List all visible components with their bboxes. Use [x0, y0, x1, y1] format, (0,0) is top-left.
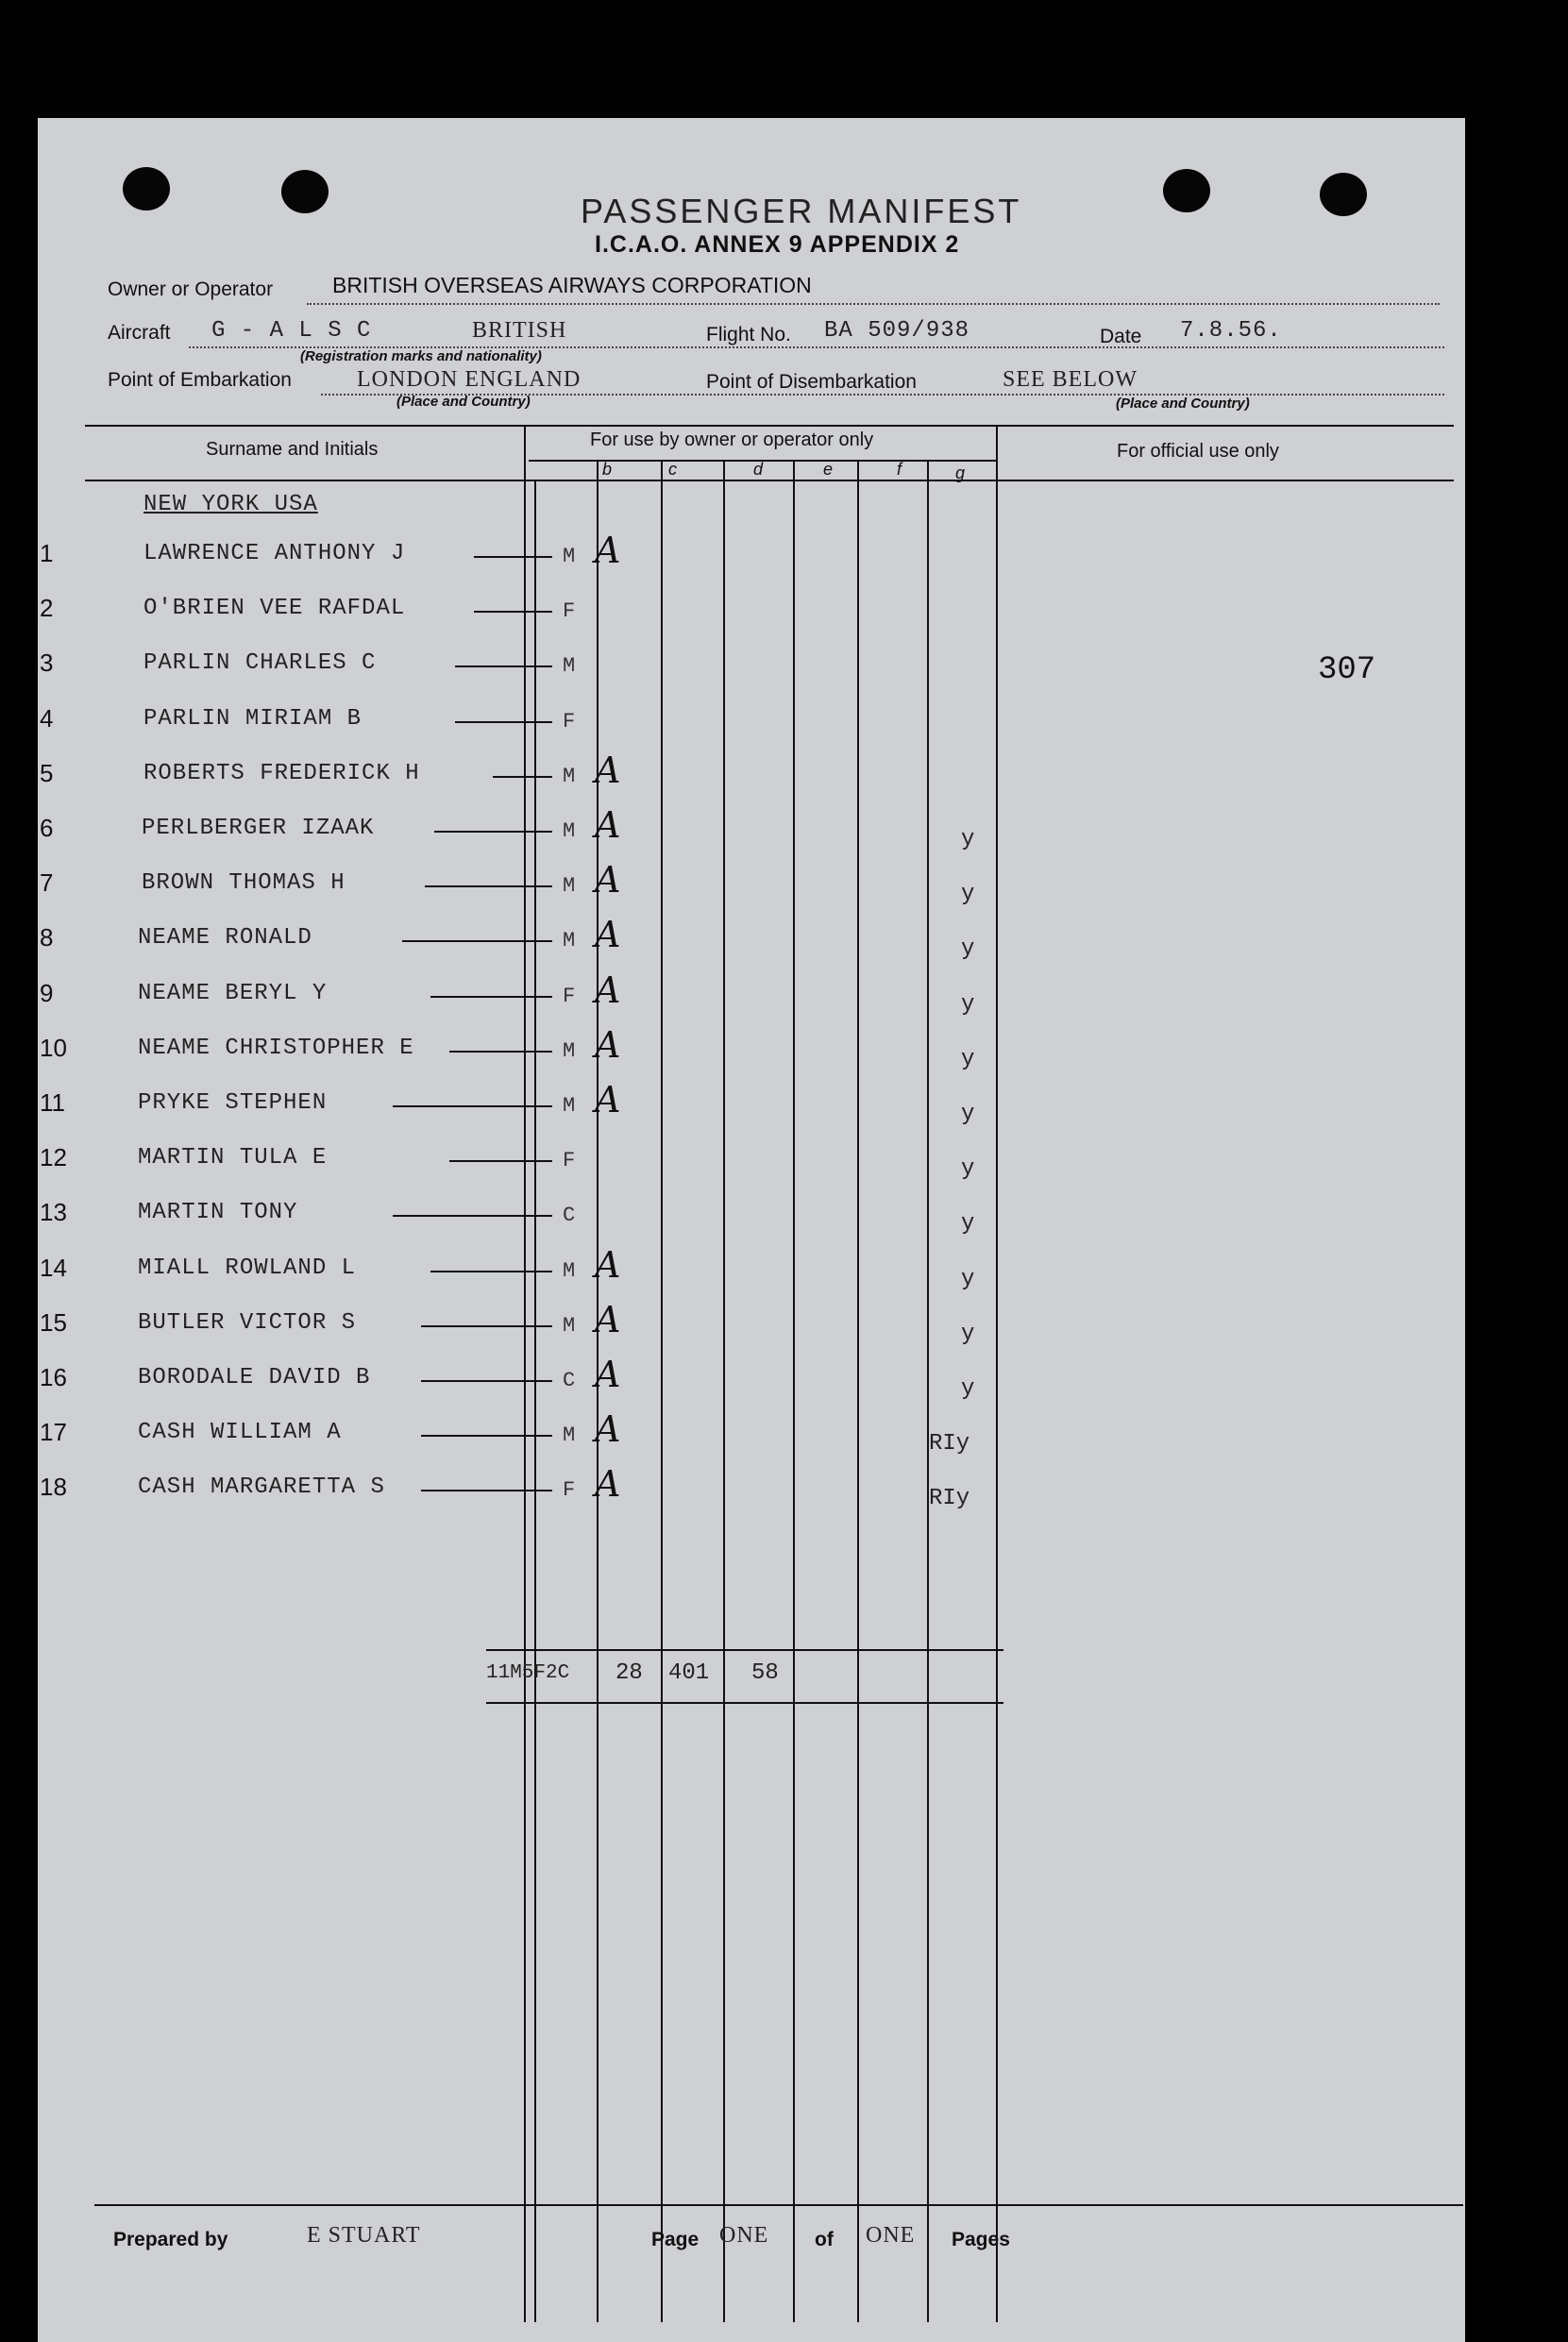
leader-line: [449, 1051, 552, 1053]
leader-line: [449, 1160, 552, 1162]
column-g-value: y: [961, 827, 975, 852]
leader-line: [402, 940, 552, 942]
totals-top-rule: [486, 1649, 1003, 1651]
passenger-sex: M: [563, 929, 576, 953]
manifest-sheet: [38, 118, 1465, 2342]
passenger-sex: F: [563, 599, 576, 624]
handwritten-mark: A: [595, 530, 621, 571]
manifest-title: PASSENGER MANIFEST: [581, 192, 1022, 230]
aircraft-label: Aircraft: [108, 322, 171, 344]
passenger-sex: F: [563, 1149, 576, 1173]
page-label: Page: [651, 2229, 700, 2250]
passenger-sex: M: [563, 1424, 576, 1448]
disembarkation-note: (Place and Country): [1116, 396, 1250, 412]
row-number: 10: [40, 1033, 67, 1062]
disembarkation-label: Point of Disembarkation: [706, 371, 917, 393]
passenger-sex: M: [563, 1038, 576, 1063]
leader-line: [421, 1380, 552, 1382]
passenger-name: PERLBERGER IZAAK: [142, 816, 375, 841]
column-g-value: y: [961, 1321, 975, 1347]
row-number: 13: [40, 1198, 67, 1227]
total-b: 28: [615, 1660, 643, 1686]
row-number: 16: [40, 1363, 67, 1391]
page-value: ONE: [719, 2223, 769, 2248]
row-number: 12: [40, 1143, 67, 1172]
col-header-official: For official use only: [1117, 441, 1279, 462]
passenger-name: PRYKE STEPHEN: [138, 1090, 328, 1116]
destination-section: NEW YORK USA: [143, 492, 318, 517]
row-number: 18: [40, 1473, 67, 1502]
total-d: 58: [751, 1660, 779, 1686]
passenger-sex: C: [563, 1204, 576, 1228]
embarkation-label: Point of Embarkation: [108, 369, 292, 391]
passenger-sex: M: [563, 764, 576, 788]
row-number: 5: [40, 758, 54, 787]
row-number: 3: [40, 649, 54, 678]
leader-line: [393, 1105, 552, 1107]
col-letter-f: f: [897, 460, 902, 479]
passenger-name: CASH MARGARETTA S: [138, 1474, 385, 1501]
leader-line: [474, 611, 552, 613]
row-number: 11: [40, 1088, 65, 1117]
disembarkation-value: SEE BELOW: [1003, 367, 1138, 392]
handwritten-mark: A: [595, 749, 621, 791]
row-number: 8: [40, 923, 54, 952]
column-g-value: y: [961, 1211, 975, 1238]
leader-line: [430, 1271, 552, 1272]
passenger-name: BROWN THOMAS H: [142, 870, 346, 897]
leader-line: [421, 1435, 552, 1437]
passenger-name: BORODALE DAVID B: [138, 1365, 371, 1390]
column-g-value: RIy: [929, 1431, 970, 1457]
row-number: 6: [40, 814, 54, 842]
column-g-value: RIy: [929, 1486, 970, 1512]
handwritten-mark: A: [595, 1408, 621, 1451]
total-sex-counts: 11M5F2C: [486, 1662, 570, 1684]
passenger-name: LAWRENCE ANTHONY J: [143, 541, 406, 566]
handwritten-mark: A: [595, 1354, 621, 1395]
passenger-sex: F: [563, 984, 576, 1008]
handwritten-mark: A: [595, 804, 621, 846]
col-letter-c: c: [668, 460, 677, 479]
col-rule-9: [996, 425, 998, 2322]
flight-value: BA 509/938: [824, 318, 970, 344]
column-g-value: y: [961, 1266, 975, 1292]
passenger-name: NEAME CHRISTOPHER E: [138, 1035, 414, 1061]
table-header-rule: [85, 480, 1454, 481]
date-label: Date: [1100, 326, 1142, 347]
col-letter-e: e: [823, 460, 834, 479]
passenger-name: BUTLER VICTOR S: [138, 1309, 357, 1336]
leader-line: [430, 996, 552, 998]
leader-line: [493, 776, 552, 778]
table-top-rule: [85, 425, 1454, 427]
owner-label: Owner or Operator: [108, 278, 274, 300]
passenger-sex: C: [563, 1369, 576, 1392]
col-header-surname: Surname and Initials: [206, 439, 379, 460]
passenger-sex: M: [563, 1313, 576, 1338]
col-header-owner: For use by owner or operator only: [590, 430, 874, 450]
row-number: 4: [40, 703, 54, 733]
passenger-name: PARLIN CHARLES C: [143, 650, 377, 677]
leader-line: [421, 1325, 552, 1327]
col-letter-g: g: [955, 463, 966, 482]
col-letter-d: d: [753, 460, 764, 479]
handwritten-mark: A: [595, 1023, 621, 1066]
registration-note: (Registration marks and nationality): [300, 348, 542, 364]
col-rule-2: [534, 480, 536, 2322]
handwritten-mark: A: [595, 1079, 621, 1120]
passenger-sex: M: [563, 654, 576, 679]
row-number: 1: [40, 539, 54, 567]
aircraft-nationality: BRITISH: [472, 318, 567, 343]
column-g-value: y: [961, 1102, 975, 1127]
leader-line: [434, 831, 552, 833]
col-rule-7: [857, 460, 859, 2322]
row-number: 14: [40, 1253, 67, 1282]
total-c: 401: [668, 1660, 710, 1686]
prepared-by-value: E STUART: [307, 2223, 421, 2248]
handwritten-mark: A: [595, 1243, 621, 1286]
handwritten-mark: A: [595, 914, 621, 956]
column-g-value: y: [961, 1156, 975, 1183]
handwritten-mark: A: [595, 859, 621, 901]
punch-hole-left-2: [281, 170, 329, 213]
leader-line: [421, 1490, 552, 1491]
passenger-sex: M: [563, 819, 576, 843]
manifest-subtitle: I.C.A.O. ANNEX 9 APPENDIX 2: [595, 231, 960, 258]
column-g-value: y: [961, 882, 975, 908]
row-number: 7: [40, 868, 54, 898]
pages-label: Pages: [952, 2229, 1010, 2250]
passenger-sex: M: [563, 1094, 576, 1118]
of-value: ONE: [866, 2223, 916, 2248]
leader-line: [455, 666, 552, 667]
passenger-name: ROBERTS FREDERICK H: [143, 760, 420, 786]
row-number: 2: [40, 594, 54, 623]
footer-rule: [94, 2204, 1463, 2206]
punch-hole-right-2: [1320, 173, 1367, 216]
passenger-name: MIALL ROWLAND L: [138, 1255, 357, 1281]
flight-label: Flight No.: [706, 324, 791, 345]
punch-hole-right-1: [1163, 169, 1210, 212]
passenger-name: CASH WILLIAM A: [138, 1420, 342, 1446]
owner-value: BRITISH OVERSEAS AIRWAYS CORPORATION: [332, 273, 812, 297]
leader-line: [455, 721, 552, 723]
punch-hole-left-1: [123, 167, 170, 211]
passenger-name: MARTIN TONY: [138, 1200, 298, 1226]
official-number: 307: [1318, 652, 1376, 688]
col-rule-5: [723, 460, 725, 2322]
column-g-value: y: [961, 1376, 975, 1402]
prepared-by-label: Prepared by: [113, 2229, 228, 2250]
passenger-name: NEAME BERYL Y: [138, 980, 328, 1006]
column-g-value: y: [961, 1046, 975, 1072]
aircraft-registration: G - A L S C: [211, 318, 372, 344]
passenger-name: PARLIN MIRIAM B: [143, 705, 362, 732]
embarkation-note: (Place and Country): [396, 394, 531, 410]
passenger-sex: F: [563, 1478, 576, 1503]
passenger-name: MARTIN TULA E: [138, 1145, 328, 1171]
col-rule-6: [793, 460, 795, 2322]
row-number: 17: [40, 1418, 67, 1447]
leader-line: [425, 885, 552, 887]
date-value: 7.8.56.: [1180, 318, 1282, 344]
embarkation-value: LONDON ENGLAND: [357, 367, 582, 392]
passenger-sex: F: [563, 709, 576, 733]
handwritten-mark: A: [595, 1463, 621, 1506]
passenger-sex: M: [563, 545, 576, 568]
col-rule-1: [524, 425, 526, 2322]
passenger-sex: M: [563, 1258, 576, 1283]
handwritten-mark: A: [595, 1298, 621, 1340]
leader-line: [474, 556, 552, 558]
row-number: 15: [40, 1307, 67, 1337]
passenger-sex: M: [563, 874, 576, 899]
column-g-value: y: [961, 991, 975, 1018]
of-label: of: [815, 2229, 834, 2250]
col-letter-b: b: [602, 460, 613, 479]
col-rule-4: [661, 460, 663, 2322]
row-number: 9: [40, 978, 54, 1007]
col-rule-8: [927, 460, 929, 2322]
owner-dotted-line: [307, 303, 1440, 305]
passenger-name: NEAME RONALD: [138, 925, 312, 952]
handwritten-mark: A: [595, 969, 621, 1011]
passenger-name: O'BRIEN VEE RAFDAL: [143, 596, 406, 622]
leader-line: [393, 1215, 552, 1217]
totals-bottom-rule: [486, 1702, 1003, 1704]
column-g-value: y: [961, 936, 975, 963]
